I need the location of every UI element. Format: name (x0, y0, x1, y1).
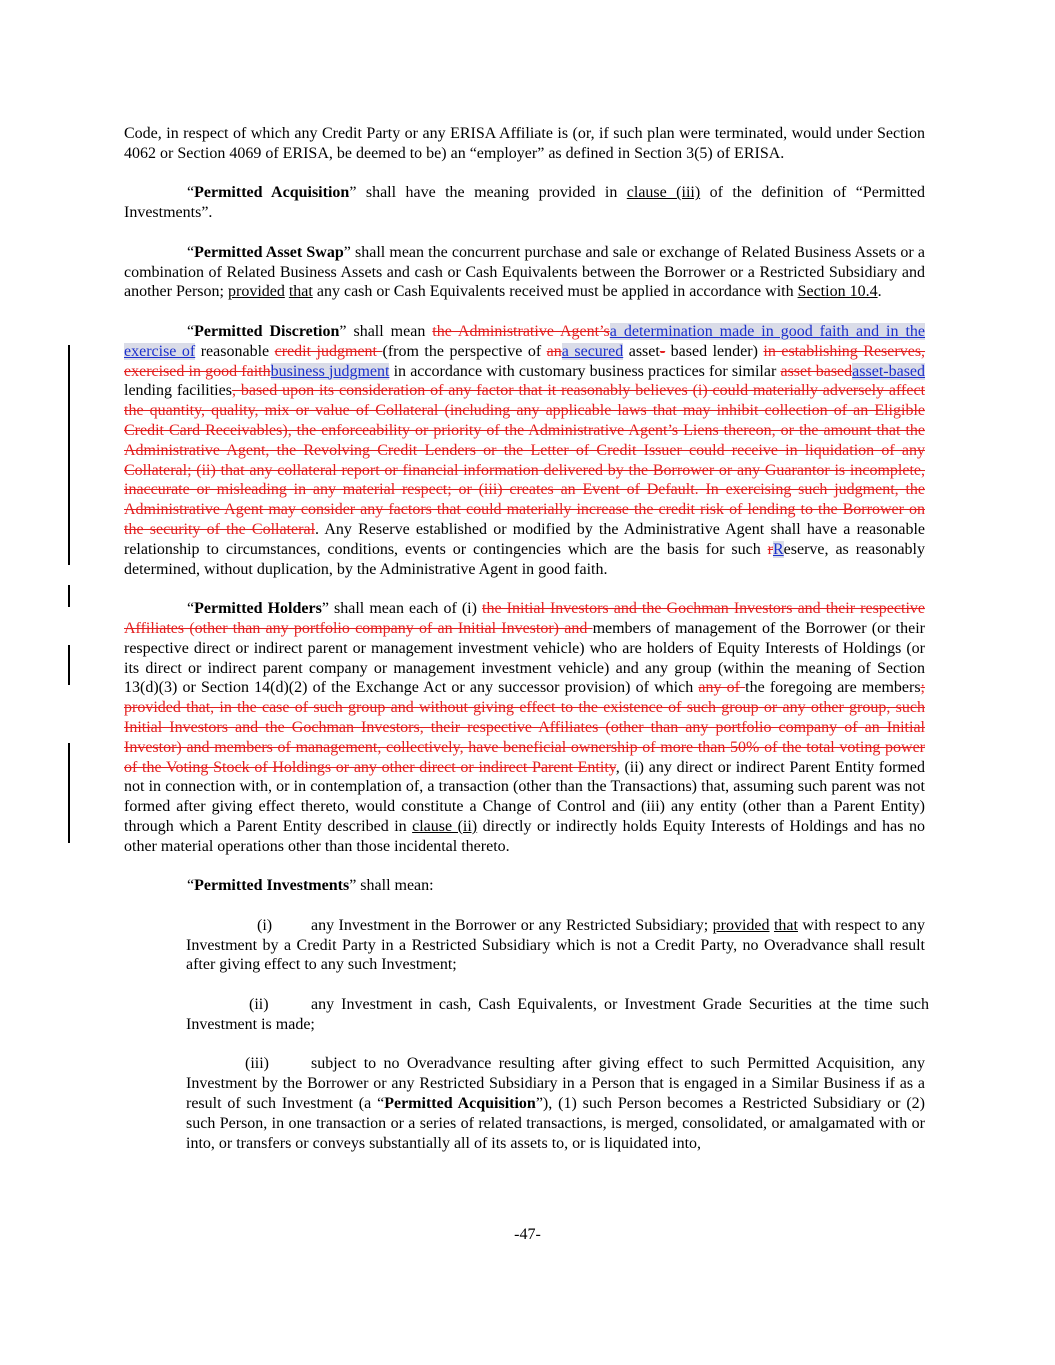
definition-text: based lender) (665, 342, 764, 360)
definition-text: asset (623, 342, 660, 360)
list-item-text: with respect to any Investment by a Credit Party in a Restricted Subsidiary which is not a Credit Party, no Overadvance shall result after giving effect to any such Investment; (186, 916, 926, 974)
deleted-text: credit judgment (274, 342, 383, 360)
deleted-text: in establishing Reserves, exercised in good faith (124, 342, 926, 380)
defined-term: Permitted Asset Swap (194, 243, 344, 261)
provided-keyword: provided (227, 283, 285, 301)
list-item-text: any Investment in the Borrower or any Restricted Subsidiary; (311, 916, 713, 934)
deleted-text: the Initial Investors and the Gochman Investors and their respective Affiliates (other than any portfolio company of an Initial Investor) and (124, 600, 926, 637)
change-bar (68, 645, 70, 685)
deleted-text: an (546, 342, 562, 360)
page-number: -47- (514, 1226, 541, 1243)
definition-text: reasonable (195, 342, 275, 360)
provided-keyword: provided (712, 916, 770, 934)
definition-text: of the definition of “Permitted Investments”. (124, 184, 926, 222)
deleted-text: the Administrative Agent’s (432, 322, 610, 340)
definition-text: . (877, 283, 882, 301)
definition-permitted-investments (124, 876, 925, 896)
deleted-text: any of (698, 679, 746, 697)
list-item-text: subject to no Overadvance resulting after giving effect to such Permitted Acquisition, any Investment by the Borrower or any Restricted Subsidiary in a Person that is engaged in a Similar Business if as a result of such Investment (a “ (186, 1055, 925, 1113)
paragraph-erisa-continuation (124, 124, 925, 164)
inserted-text: asset-based (852, 362, 926, 380)
open-quote: “ (187, 243, 195, 261)
definition-text: ” shall mean the concurrent purchase and sale or exchange of Related Business Assets or a combination of Related Business Assets and cash or Cash Equivalents between the Borrower or a Restricted Subsidiary and another Person; (124, 243, 925, 301)
list-item-text: ”), (1) such Person becomes a Restricted Subsidiary or (2) such Person, in one transaction or a series of related transactions, is merged, consolidated, or amalgamated with or into, or transfers or conveys substantially all of its assets to, or is liquidated into, (186, 1095, 926, 1152)
defined-term: Permitted Investments (194, 877, 350, 895)
open-quote: “ (187, 184, 195, 202)
definition-text: directly or indirectly holds Equity Interests of Holdings and has no other material operations other than those incidental thereto. (124, 817, 925, 855)
definition-text: in accordance with customary business practices for similar (389, 362, 781, 380)
deleted-text: r (767, 540, 773, 558)
definition-text: , (ii) any direct or indirect Parent Entity formed not in connection with, or in contemplation of, a transaction (other than the Transactions) that, assuming such parent was not formed after giving effect thereto, would constitute a Change of Control and (iii) any entity (other than a Parent Entity) through which a Parent Entity described in (124, 758, 926, 835)
definition-text: ” shall have the meaning provided in (349, 184, 627, 202)
clause-reference: clause (iii) (626, 184, 701, 202)
list-item-iii (186, 1054, 925, 1153)
list-item-text: any Investment in cash, Cash Equivalents, or Investment Grade Securities at the time such Investment is made; (186, 996, 929, 1033)
change-bar (68, 743, 70, 843)
change-bar (68, 585, 70, 607)
defined-term: Permitted Acquisition (194, 184, 350, 202)
definition-text: (from the perspective of (382, 342, 547, 360)
clause-reference: clause (ii) (412, 817, 478, 835)
definition-text: ” shall mean (339, 322, 433, 340)
definition-text: lending facilities (124, 382, 232, 400)
document-body (124, 124, 929, 1173)
that-keyword: that (773, 916, 798, 934)
list-item-number: (iii) (245, 1055, 269, 1073)
deleted-text: , based upon its consideration of any factor that it reasonably believes (i) could materially adversely affect the quantity, quality, mix or value of Collateral (including any applicable laws that may inhibit collection of an Eligible Credit Card Receivables), the enforceability or priority of the Administrative Agent’s Liens thereon, or the amount that the Administrative Agent, the Revolving Credit Lenders or the Letter of Credit Issuer could receive in liquidation of any Collateral; (ii) that any collateral report or financial information delivered by the Borrower or any Guarantor is incomplete, inaccurate or misleading in any material respect; or (iii) creates an Event of Default. In exercising such judgment, the Administrative Agent may consider any factors that could materially increase the credit risk of lending to the Borrower on the security of the Collateral (124, 382, 926, 538)
definition-permitted-asset-swap (124, 243, 925, 302)
list-item-ii (186, 995, 929, 1035)
definition-text: eserve, as reasonably determined, without duplication, by the Administrative Agent in good faith. (124, 540, 926, 578)
definition-permitted-discretion (124, 322, 925, 579)
that-keyword: that (288, 283, 313, 301)
paragraph-text: Code, in respect of which any Credit Party or any ERISA Affiliate is (or, if such plan were terminated, would under Section 4062 or Section 4069 of ERISA, be deemed to be) an “employer” as defined in Section 3(5) of ERISA. (124, 125, 925, 162)
definition-text: ” shall mean each of (i) (321, 600, 483, 618)
defined-term: Permitted Acquisition (384, 1095, 536, 1113)
definition-permitted-holders (124, 599, 925, 856)
inserted-text: a determination made in good faith and in the exercise of (124, 322, 926, 360)
definition-text: . Any Reserve established or modified by the Administrative Agent shall have a reasonable relationship to circumstances, conditions, events or contingencies which are the basis for such (124, 520, 926, 558)
definition-text: the foregoing are members (745, 679, 921, 697)
defined-term: Permitted Holders (194, 600, 322, 618)
definition-text: ” shall mean: (349, 877, 434, 895)
deleted-text: asset based (780, 362, 853, 380)
inserted-text: R (772, 540, 784, 558)
list-item-number: (i) (257, 916, 273, 934)
list-item-i (186, 916, 925, 975)
inserted-text: business judgment (270, 362, 390, 380)
open-quote: “ (187, 322, 195, 340)
definition-text: members of management of the Borrower (or their respective direct or indirect parent or management investment vehicle) who are holders of Equity Interests of Holdings (or its direct or indirect parent company or management investment vehicle) and any group (within the meaning of Section 13(d)(3) or Section 14(d)(2) of the Exchange Act or any successor provision) of which (124, 619, 925, 697)
deleted-text: - (659, 342, 666, 360)
open-quote: “ (187, 600, 195, 618)
defined-term: Permitted Discretion (194, 322, 340, 340)
list-item-number: (ii) (249, 996, 269, 1014)
open-quote: “ (187, 877, 195, 895)
definition-permitted-acquisition (124, 183, 925, 223)
section-reference: Section 10.4 (797, 283, 878, 301)
inserted-text: a secured (561, 342, 624, 360)
deleted-text: ; provided that, in the case of such group and without giving effect to the existence of such group or any other group, such Initial Investors and the Gochman Investors, their respective Affiliates (other than any portfolio company of an Initial Investor) and members of management, collectively, have beneficial ownership of more than 50% of the total voting power of the Voting Stock of Holdings or any other direct or indirect Parent Entity (124, 679, 925, 776)
change-bar (68, 345, 70, 565)
definition-text: any cash or Cash Equivalents received must be applied in accordance with (312, 283, 798, 301)
